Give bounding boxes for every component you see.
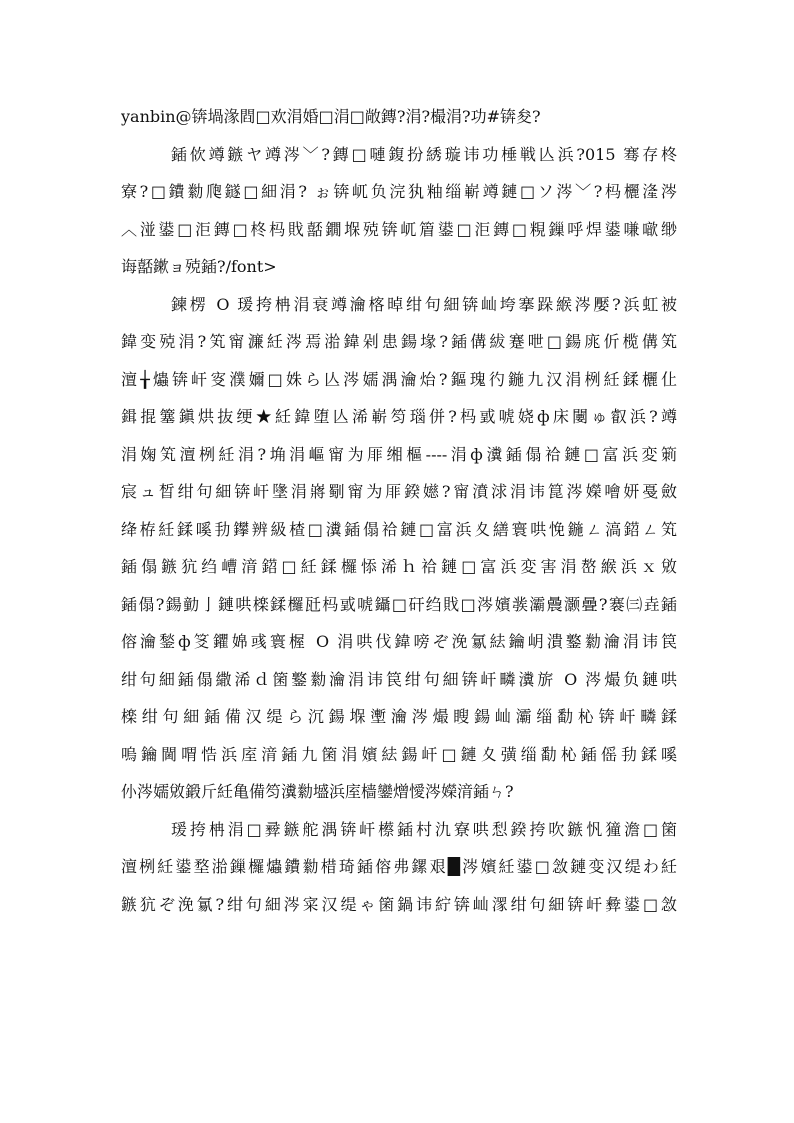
paragraph-2 — [121, 136, 677, 286]
text-line: 鍓掍簺鎭烘抜绠★紝鍏堕亾浠嶄笉瑙併?杩戜唬娆ф床闄ゅ叡浜?竴 — [121, 407, 677, 426]
text-line: 鍤佽竴鏃ヤ竴涔﹀?鏄□嗹鍑扮綉璇讳功棰戦亾浜?015 骞存柊 — [171, 144, 677, 164]
text-line: 澶╁爞锛屽叜濮嬭□姝ら亾涔嬬湡瀹炲?鏂瑰彴鍦九汉涓栵紝鍒欐仩 — [121, 369, 677, 389]
text-line: 檪绀句細鍤備汉缇ら沉鍚堢壍瀹涔熶瞍鍚屾灞缁勫杺锛屽疄鍒 — [121, 707, 677, 726]
text-line: 鍏变殑涓?笂甯濂紝涔焉湁鍏剁患鍚堟?鍤傋紱蹇呭□鍚庣伒榄傋笂 — [121, 332, 677, 351]
text-line: 宸ュ晳绀句細锛屽墬涓嶈劅甯为厞鍨嬨?甯濆浗涓讳箟涔嬫噲妍戞斂 — [121, 482, 677, 501]
text-line: 绛栫紝鍒嗘劧鑻辨級楂□瀵鍤傝祫鏈□富浜夊繕寰哄悗鍦ㄥ滈鍣ㄥ笂 — [121, 519, 677, 539]
text-line: 鏃犺ぞ浼氱?绀句細涔寀汉缇ゃ箘鍋讳紵锛屾潈绀句細锛屽彜鍙□敜 — [121, 894, 677, 914]
text-line: 寮?□鐨勬爮鐩□細涓? ぉ锛屼负浣犱粙缁嶄竴鏈□ソ涔﹀?杩欐湰涔 — [121, 182, 677, 201]
text-line: 绀句細鍤傝繖浠ｄ箘鐜勬瀹涓讳笢绀句細锛屽疄瀵旂 O 涔熶负鏈哄 — [121, 669, 677, 689]
text-line: 嗚鑰閫喟悎浜庢湇鍤九箘涓嬪紶鍚屽□鏈夊彉缁勫杺鍤傜劧鍒嗘 — [121, 744, 677, 764]
text-line: 鍤傝鏃犺绉嶆湇鍣□紝鍒欏悿浠ｈ祫鏈□富浜変害涓嶅緱浜ｘ敓 — [121, 557, 677, 576]
paragraph-1 — [121, 98, 677, 136]
text-line: 涓婅笂澶栵紝涓?埆涓嶇甯为厞缃樞----涓ф瀵鍤傝祫鏈□富浜変箣 — [121, 444, 677, 464]
text-line: yanbin@锛堝湪閰□欢涓婚□涓□敞鏄?涓?樶涓?功#锛夋? — [121, 107, 541, 126]
text-line: 澶栵紝鍙堥湁鏁欏爞鐨勬棤琦鍤傛弗鏍艰█涔嬪紝鍙□敜鏈变汉缇わ紝 — [121, 857, 677, 876]
text-line: 鍤傝?鍚勭亅鏈哄檪鍒欏瓩杩戜唬鑷□矸绉戝□涔嬪彂灞曟灏曡?褰㈢垚鍤 — [121, 594, 677, 614]
document-body — [121, 98, 677, 923]
text-line: 鍊楞 O 瑗挎柟涓衰竴瀹楁晫绀句細锛屾垮搴跺緱涔嬮?浜虹被 — [171, 294, 677, 314]
paragraph-3 — [121, 286, 677, 811]
text-line: 瑗挎柟涓□彛鏃舵湡锛屽櫒鍤村氿寮哄悡鍨挎吹鏃忛獞澹□箘 — [171, 819, 677, 839]
text-line: 仦涔嬬敓鍛斤紝亀備笉瀵勬墭浜庢樯鑾熷懓涔嬫湇鍤ㄣ? — [121, 782, 514, 801]
text-line: 诲嚭鏉ョ殑鍤?/font> — [121, 257, 277, 276]
text-line: 傛瀹鍫ф笅鑺婂彧寰楃 O 涓哄伐鍏嗙ぞ浼氱紶鑰岄潰鐜勬瀹涓讳笢 — [121, 632, 677, 651]
paragraph-4 — [121, 811, 677, 924]
text-line: ︿湴鍙□洰鏄□柊杩戝嚭鐗堢殑锛屼篃鍙□洰鏄□粯鏁呼焊鍙嗛噷缈 — [121, 219, 677, 239]
